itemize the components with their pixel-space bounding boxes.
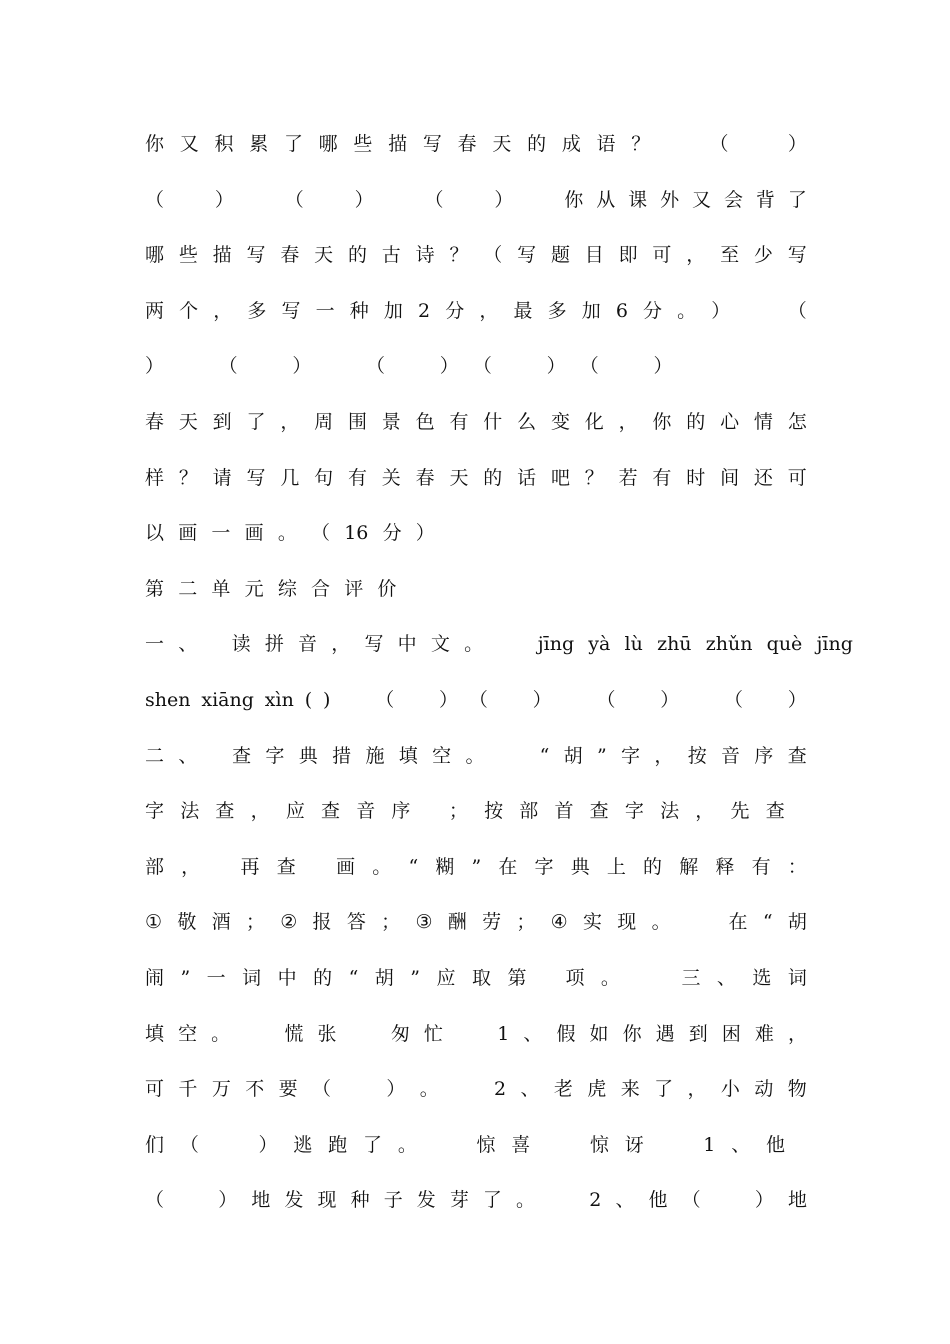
text-line: 可 千 万 不 要 （ ） 。 2 、 老 虎 来 了 ， 小 动 物 [145, 1078, 807, 1101]
text-line: 一 、 读 拼 音 ， 写 中 文 。 jīng yà lù zhū zhǔn què jīng [145, 633, 853, 656]
text-line: 以 画 一 画 。 （ 16 分 ） [145, 522, 435, 545]
text-line: 二 、 查 字 典 措 施 填 空 。 “ 胡 ” 字 ， 按 音 序 查 [145, 744, 807, 767]
text-line: ① 敬 酒 ； ② 报 答 ； ③ 酬 劳 ； ④ 实 现 。 在 “ 胡 [145, 911, 807, 934]
text-line: 部 ， 再 查 画 。 “ 糊 ” 在 字 典 上 的 解 释 有 ： [145, 855, 807, 878]
text-line: 们 （ ） 逃 跑 了 。 惊 喜 惊 讶 1 、 他 [145, 1133, 786, 1156]
text-line: 春 天 到 了 ， 周 围 景 色 有 什 么 变 化 ， 你 的 心 情 怎 [145, 411, 807, 433]
text-line: 样 ？ 请 写 几 句 有 关 春 天 的 话 吧 ？ 若 有 时 间 还 可 [145, 466, 807, 489]
text-line: 哪 些 描 写 春 天 的 古 诗 ？ （ 写 题 目 即 可 ， 至 少 写 [145, 244, 807, 267]
text-line: shen xiāng xìn ( ) （ ） （ ） （ ） （ ） [145, 689, 807, 711]
text-line: 字 法 查 ， 应 查 音 序 ； 按 部 首 查 字 法 ， 先 查 [145, 800, 785, 823]
text-line: 第 二 单 元 综 合 评 价 [145, 577, 397, 600]
text-line: 填 空 。 慌 张 匆 忙 1 、 假 如 你 遇 到 困 难 ， [145, 1022, 807, 1045]
text-line: 闹 ” 一 词 中 的 “ 胡 ” 应 取 第 项 。 三 、 选 词 [145, 967, 807, 989]
text-line: （ ） 地 发 现 种 子 发 芽 了 。 2 、 他 （ ） 地 [145, 1189, 807, 1212]
text-line: 两 个 ， 多 写 一 种 加 2 分 ， 最 多 加 6 分 。 ） （ [145, 299, 807, 322]
text-line: 你 又 积 累 了 哪 些 描 写 春 天 的 成 语 ？ （ ） [145, 133, 807, 155]
text-line: （ ） （ ） （ ） 你 从 课 外 又 会 背 了 [145, 188, 807, 211]
text-line: ） （ ） （ ） （ ） （ ） [145, 355, 673, 378]
